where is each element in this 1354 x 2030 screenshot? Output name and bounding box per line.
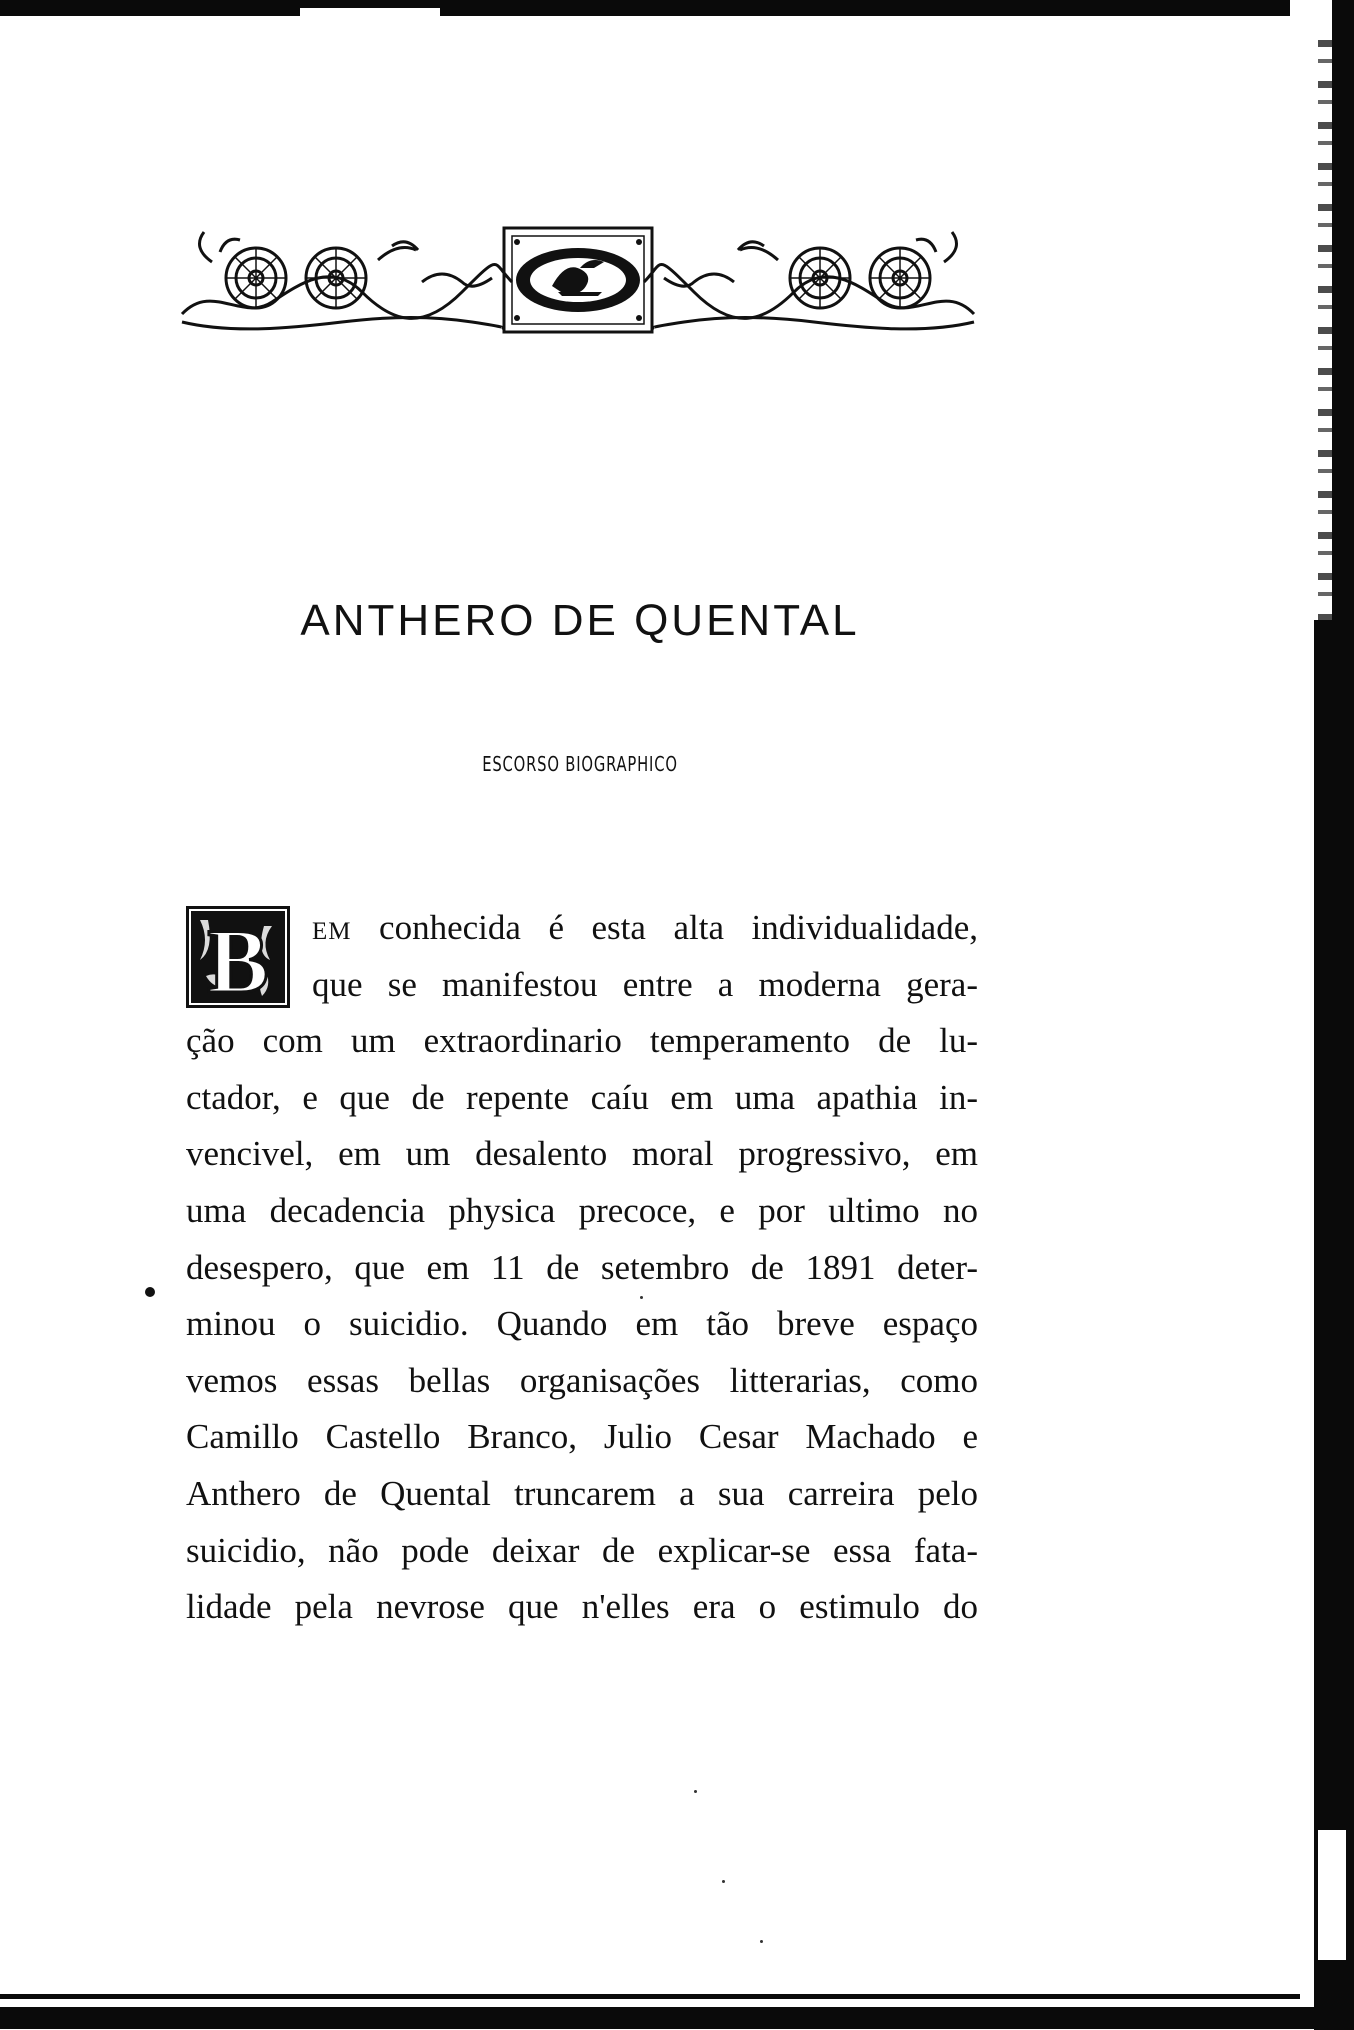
paragraph-line: Camillo Castello Branco, Julio Cesar Machado e bbox=[186, 1417, 978, 1457]
paragraph-line: que se manifestou entre a moderna gera- bbox=[312, 964, 978, 1004]
ink-speck bbox=[760, 1940, 763, 1943]
paragraph-line: vemos essas bellas organisações litterarias, como bbox=[186, 1360, 978, 1400]
paragraph-line: vencivel, em um desalento moral progressivo, em bbox=[186, 1134, 978, 1174]
paragraph-line: minou o suicidio. Quando em tão breve espaço bbox=[186, 1304, 978, 1344]
scan-edge-bottom-line bbox=[0, 1994, 1300, 1999]
page-subtitle: ESCORSO BIOGRAPHICO bbox=[482, 752, 678, 776]
headpiece-ornament bbox=[172, 222, 984, 338]
scan-edge-bottom bbox=[0, 2007, 1354, 2029]
scan-edge-right-fray bbox=[1318, 40, 1332, 620]
paragraph-line: desespero, que em 11 de setembro de 1891 deter- bbox=[186, 1247, 978, 1287]
paragraph-line: ção com um extraordinario temperamento de lu- bbox=[186, 1021, 978, 1061]
paragraph-line-first bbox=[312, 900, 978, 957]
scan-edge-right-upper bbox=[1332, 0, 1354, 620]
scan-edge-right-notch bbox=[1318, 1830, 1346, 1960]
ink-speck bbox=[722, 1880, 725, 1883]
first-word-smallcaps: EM bbox=[312, 918, 352, 945]
paragraph-line: ctador, e que de repente caíu em uma apathia in- bbox=[186, 1077, 978, 1117]
margin-ink-mark bbox=[145, 1287, 155, 1297]
paragraph-line: uma decadencia physica precoce, e por ultimo no bbox=[186, 1190, 978, 1230]
paragraph-line: lidade pela nevrose que n'elles era o estimulo do bbox=[186, 1587, 978, 1627]
page-title: ANTHERO DE QUENTAL bbox=[300, 596, 860, 645]
ink-speck bbox=[694, 1790, 697, 1793]
scan-edge-top-gap bbox=[300, 8, 440, 16]
scan-edge-top bbox=[0, 0, 1290, 16]
body-paragraph bbox=[186, 900, 978, 1636]
paragraph-line: Anthero de Quental truncarem a sua carreira pelo bbox=[186, 1473, 978, 1513]
paragraph-line: suicidio, não pode deixar de explicar-se essa fata- bbox=[186, 1530, 978, 1570]
drop-cap-letter: B bbox=[207, 910, 269, 1008]
scan-edge-right bbox=[1314, 620, 1354, 2030]
first-line-text: conhecida é esta alta individualidade, bbox=[379, 908, 979, 947]
ink-speck bbox=[640, 1296, 643, 1299]
